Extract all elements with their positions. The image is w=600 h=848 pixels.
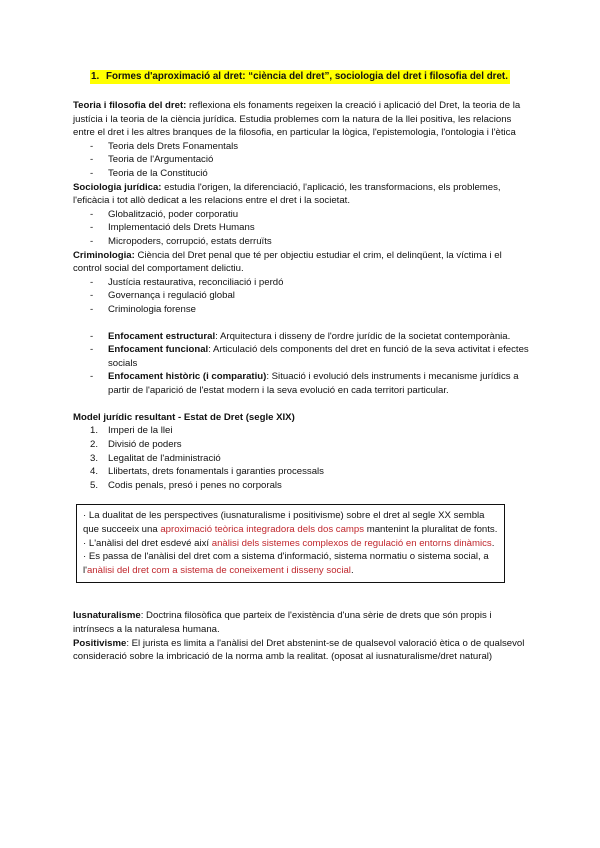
list-item: 4. Llibertats, drets fonamentals i garanties processals — [90, 466, 324, 478]
definitions — [73, 609, 533, 663]
sociology-list — [73, 208, 533, 249]
sociology-text: estudia l'origen, la diferenciació, l'aplicació, les transformacions, els problemes, l'eficàcia i tot allò dedicat a les relacions entre el dret i la societat. — [73, 181, 501, 207]
list-item: - Globalització, poder corporatiu — [73, 208, 533, 222]
theory-paragraph — [73, 99, 533, 140]
model-list — [73, 424, 533, 492]
approaches-list — [73, 330, 533, 398]
model-title: Model jurídic resultant - Estat de Dret (segle XIX) — [73, 411, 295, 423]
theory-list — [73, 140, 533, 181]
criminology-paragraph — [73, 249, 533, 276]
list-item: - Criminologia forense — [73, 303, 533, 317]
section-heading — [90, 70, 510, 84]
approach-text: : Articulació dels components del dret en funció de la seva activitat i efectes socials — [108, 344, 529, 369]
note-box — [76, 504, 505, 583]
list-item: - Teoria dels Drets Fonamentals — [73, 140, 533, 154]
criminology-label: Criminologia: — [73, 249, 135, 261]
list-item: 3. Legalitat de l'administració — [90, 452, 221, 464]
criminology-list — [73, 276, 533, 317]
list-item: - Governança i regulació global — [73, 289, 533, 303]
document-page — [73, 70, 533, 664]
theory-text: reflexiona els fonaments regeixen la creació i aplicació del Dret, la teoria de la justícia i la teoria de la ciència jurídica. Estudia problemes com la natura de la llei positiva, les relacions entre el dret i les altres branques de la filosofia, en particular la lògica, l'epistemologia, l'ontologia i l'ètica — [73, 99, 521, 139]
note-line: · La dualitat de les perspectives (iusnaturalisme i positivisme) sobre el dret al segle XX sembla que succeeix una aproximació teòrica integradora dels dos camps mantenint la pluralitat de fonts. — [83, 510, 498, 535]
approach-text: : Arquitectura i disseny de l'ordre jurídic de la societat contemporània. — [215, 330, 511, 342]
highlight-text: anàlisi dels sistemes complexos de regulació en entorns dinàmics — [211, 537, 492, 549]
definition-iusnaturalisme: Iusnaturalisme: Doctrina filosòfica que parteix de l'existència d'una sèrie de drets que són propis i intrínsecs a la naturalesa humana. — [73, 610, 492, 636]
criminology-text: Ciència del Dret penal que té per objectiu estudiar el crim, el delinqüent, la víctima i el control social del comportament delictiu. — [73, 249, 502, 275]
heading-text: Formes d'aproximació al dret: “ciència del dret”, sociologia del dret i filosofia del dret. — [106, 71, 508, 82]
note-line: · Es passa de l'anàlisi del dret com a sistema d'informació, sistema normatiu o sistema social, a l'anàlisi del dret com a sistema de coneixement i disseny social. — [83, 551, 489, 576]
approach-item — [73, 370, 533, 397]
approach-item — [73, 330, 533, 344]
highlight-text: aproximació teòrica integradora dels dos camps — [160, 523, 365, 535]
list-item: - Teoria de la Constitució — [73, 167, 533, 181]
list-item: 1. Imperi de la llei — [90, 425, 173, 437]
note-line: · L'anàlisi del dret esdevé així anàlisi dels sistemes complexos de regulació en entorns dinàmics. — [83, 537, 495, 549]
list-item: 5. Codis penals, presó i penes no corporals — [90, 479, 282, 491]
approach-label: Enfocament estructural — [108, 330, 216, 342]
approach-text: : Situació i evolució dels instruments i mecanisme jurídics a partir de l'aparició de l'estat modern i la seva evolució en cada territori particular. — [108, 371, 519, 397]
approach-label: Enfocament funcional — [108, 344, 209, 356]
highlight-text: anàlisi del dret com a sistema de coneixement i disseny social — [86, 564, 351, 576]
approach-label: Enfocament històric (i comparatiu) — [108, 371, 267, 383]
list-item: - Micropoders, corrupció, estats derruïts — [73, 235, 533, 249]
sociology-label: Sociologia jurídica: — [73, 181, 162, 193]
definition-positivisme: Positivisme: El jurista es limita a l'anàlisi del Dret abstenint-se de qualsevol valoració ètica o de qualsevol consideració sobre la imbricació de la norma amb la realitat. (oposat al iusnaturalisme/dret natural) — [73, 637, 525, 663]
approach-item — [73, 343, 533, 370]
list-item: - Justícia restaurativa, reconciliació i perdó — [73, 276, 533, 290]
list-item: 2. Divisió de poders — [90, 438, 182, 450]
sociology-paragraph — [73, 181, 533, 208]
theory-label: Teoria i filosofia del dret: — [73, 99, 187, 111]
list-item: - Teoria de l'Argumentació — [73, 153, 533, 167]
heading-row — [73, 70, 533, 84]
list-item: - Implementació dels Drets Humans — [73, 221, 533, 235]
heading-number: 1. — [91, 71, 100, 82]
